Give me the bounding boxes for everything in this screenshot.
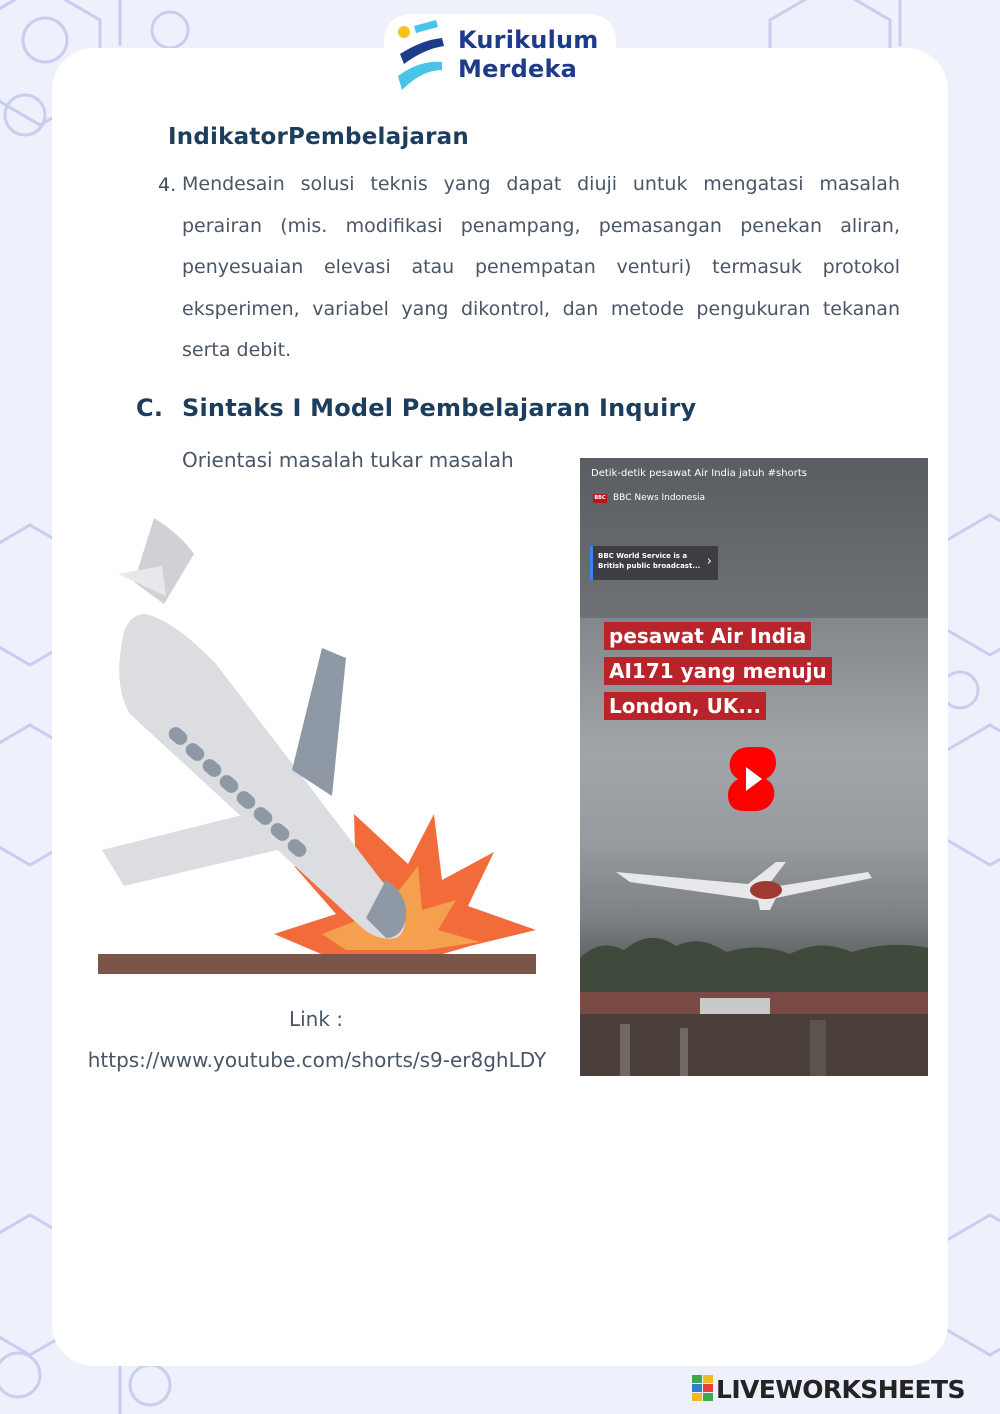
video-thumbnail[interactable] bbox=[580, 458, 928, 1076]
channel-name: BBC News Indonesia bbox=[613, 493, 706, 503]
info-line-1: BBC World Service is a bbox=[598, 552, 688, 560]
video-caption-line: London, UK... bbox=[604, 692, 766, 720]
lower-wing bbox=[102, 814, 286, 886]
footer-brand-text: LIVEWORKSHEETS bbox=[716, 1374, 965, 1404]
tail-stabilizer bbox=[118, 566, 166, 596]
upper-wing bbox=[292, 648, 346, 796]
link-label: Link : bbox=[288, 1007, 344, 1031]
section-title: Sintaks I Model Pembelajaran Inquiry bbox=[182, 394, 697, 422]
video-link[interactable]: https://www.youtube.com/shorts/s9-er8ghLDY bbox=[87, 1048, 547, 1072]
info-panel[interactable] bbox=[590, 546, 718, 580]
indicator-item-number: 4. bbox=[158, 174, 177, 196]
liveworksheets-logo-icon bbox=[692, 1375, 714, 1403]
airplane-in-sky bbox=[616, 862, 872, 910]
indicator-heading: IndikatorPembelajaran bbox=[168, 124, 469, 150]
youtube-shorts-icon[interactable] bbox=[724, 743, 780, 815]
video-title: Detik-detik pesawat Air India jatuh #shorts bbox=[591, 468, 807, 479]
logo-line-1: Kurikulum bbox=[458, 26, 599, 54]
video-caption-line: pesawat Air India bbox=[604, 622, 811, 650]
section-letter: C. bbox=[136, 394, 164, 422]
ground-strip bbox=[98, 954, 536, 974]
logo-wordmark bbox=[458, 26, 599, 84]
logo-line-2: Merdeka bbox=[458, 55, 578, 83]
bbc-logo-icon: BBC bbox=[594, 494, 606, 501]
video-caption-line: AI171 yang menuju bbox=[604, 657, 832, 685]
info-line-2: British public broadcast... bbox=[598, 562, 701, 570]
plane-crash-icon bbox=[96, 514, 540, 976]
building-wall bbox=[580, 1014, 928, 1076]
indicator-item-text: Mendesain solusi teknis yang dapat diuji untuk mengatasi masalah perairan (mis. modifikasi penampang, pemasangan penekan aliran, penyesuaian elevasi atau penempatan venturi) termasuk protokol eksperimen, variabel yang dikontrol, dan metode pengukuran tekanan serta debit. bbox=[182, 173, 900, 361]
section-heading bbox=[136, 394, 696, 422]
orientation-text: Orientasi masalah tukar masalah bbox=[182, 448, 514, 472]
kurikulum-merdeka-logo-icon bbox=[392, 16, 450, 96]
video-channel[interactable] bbox=[593, 493, 705, 503]
footer-brand bbox=[692, 1372, 965, 1406]
plane-fuselage bbox=[119, 614, 405, 939]
chevron-right-icon: › bbox=[706, 554, 712, 569]
